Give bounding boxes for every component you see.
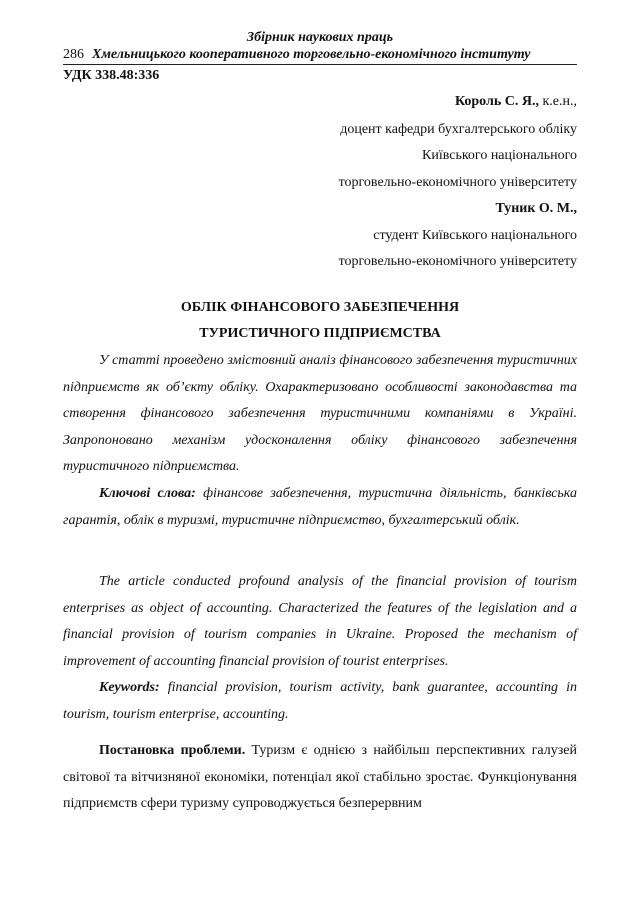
author-1-name: Король С. Я., (454, 94, 539, 109)
author-2-name: Туник О. М., (495, 201, 577, 216)
author-2-affiliation-1: студент Київського національного (373, 228, 577, 243)
author-1-name-line (63, 94, 577, 110)
keywords-english (63, 675, 577, 728)
author-1-affiliation-3: торговельно-економічного університету (338, 175, 577, 190)
intro-label: Постановка проблеми. (99, 743, 246, 758)
abstract-english: The article conducted profound analysis of the financial provision of tourism enterprises as object of accounting. Characterized the features of the legislation and a financial provision of tourism companies in Ukraine. Proposed the mechanism of improvement of accounting financial provision of tourist enterprises. (63, 574, 577, 669)
running-header-line (63, 47, 577, 63)
keywords-en-label: Keywords: (99, 680, 160, 695)
intro-paragraph (63, 738, 577, 818)
author-2-name-line (63, 201, 577, 217)
abstract-ukrainian: У статті проведено змістовний аналіз фінансового забезпечення туристичних підприємств як об’єкту обліку. Охарактеризовано особливості законодавства та створення фінансового забезпечення туристичними компаніями в Україні. Запропоновано механізм удосконалення обліку фінансового забезпечення туристичного підприємства. (63, 353, 577, 475)
journal-name: Хмельницького кооперативного торговельно-економічного інституту (92, 47, 531, 62)
header-rule (63, 64, 577, 65)
keywords-ukrainian (63, 481, 577, 534)
keywords-en-text: financial provision, tourism activity, bank guarantee, accounting in tourism, tourism enterprise, accounting. (63, 680, 577, 722)
article-title-line-2: ТУРИСТИЧНОГО ПІДПРИЄМСТВА (199, 326, 441, 341)
keywords-ua-text: фінансове забезпечення, туристична діяльність, банківська гарантія, облік в туризмі, туристичне підприємство, бухгалтерський облік. (63, 486, 577, 528)
udk-code: УДК 338.48:336 (63, 68, 160, 83)
keywords-ua-label: Ключові слова: (99, 486, 196, 501)
article-title-line-1: ОБЛІК ФІНАНСОВОГО ЗАБЕЗПЕЧЕННЯ (180, 300, 460, 315)
page-number: 286 (63, 47, 84, 62)
author-1-degree: к.е.н., (538, 94, 577, 109)
running-header-collection: Збірник наукових праць (246, 30, 394, 45)
author-1-affiliation-2: Київського національного (421, 148, 577, 163)
intro-text: Туризм є однією з найбільш перспективних галузей світової та вітчизняної економіки, потенціал якої стабільно зростає. Функціонування підприємств сфери туризму супроводжується безперервним (63, 743, 577, 812)
author-1-affiliation-1: доцент кафедри бухгалтерського обліку (340, 122, 577, 137)
author-2-affiliation-2: торговельно-економічного університету (338, 254, 577, 269)
